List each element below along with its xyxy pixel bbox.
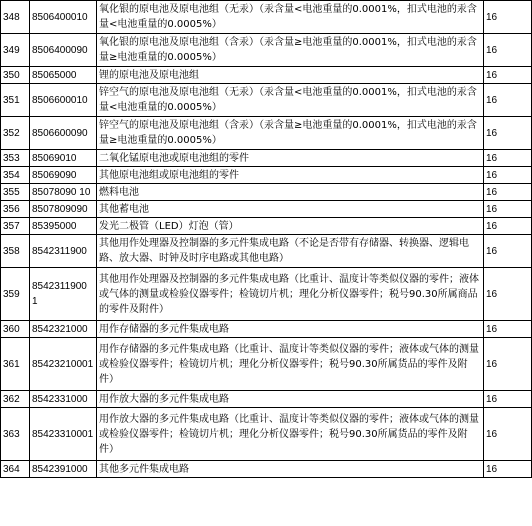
rate-cell: 16 <box>484 167 532 184</box>
row-number-cell: 358 <box>1 235 30 268</box>
table-row <box>1 321 532 338</box>
hs-code-cell: 8507809090 <box>30 201 97 218</box>
hs-code-cell: 85423210001 <box>30 338 97 391</box>
table-row <box>1 184 532 201</box>
rate-cell: 16 <box>484 150 532 167</box>
description-cell: 用作存储器的多元件集成电路 <box>97 321 484 338</box>
row-number-cell: 362 <box>1 391 30 408</box>
table-row <box>1 150 532 167</box>
table-row <box>1 34 532 67</box>
description-cell: 其他多元件集成电路 <box>97 461 484 478</box>
row-number-cell: 363 <box>1 408 30 461</box>
description-cell: 燃料电池 <box>97 184 484 201</box>
row-number-cell: 360 <box>1 321 30 338</box>
rate-cell: 16 <box>484 84 532 117</box>
description-cell: 发光二极管（LED）灯泡（管） <box>97 218 484 235</box>
table-row <box>1 67 532 84</box>
hs-code-cell: 8542391000 <box>30 461 97 478</box>
hs-code-cell: 8506400010 <box>30 1 97 34</box>
hs-code-cell: 85069010 <box>30 150 97 167</box>
description-cell: 其他原电池组或原电池组的零件 <box>97 167 484 184</box>
description-cell: 氧化银的原电池及原电池组（无汞）（汞含量<电池重量的0.0001%，扣式电池的汞含量<电池重量的0.0005%） <box>97 1 484 34</box>
hs-code-cell: 8542311900 <box>30 235 97 268</box>
rate-cell: 16 <box>484 1 532 34</box>
description-cell: 用作存储器的多元件集成电路（比重计、温度计等类似仪器的零件；液体或气体的测量或检验仪器零件；检镜切片机；理化分析仪器零件；税号90.30所属货品的零件及附件） <box>97 338 484 391</box>
table-row <box>1 117 532 150</box>
rate-cell: 16 <box>484 408 532 461</box>
hs-code-cell: 8542311900 1 <box>30 268 97 321</box>
description-cell: 用作放大器的多元件集成电路 <box>97 391 484 408</box>
rate-cell: 16 <box>484 184 532 201</box>
rate-cell: 16 <box>484 117 532 150</box>
description-cell: 其他用作处理器及控制器的多元件集成电路（不论是否带有存储器、转换器、逻辑电路、放大器、时钟及时序电路或其他电路） <box>97 235 484 268</box>
description-cell: 其他蓄电池 <box>97 201 484 218</box>
row-number-cell: 361 <box>1 338 30 391</box>
description-cell: 二氧化锰原电池或原电池组的零件 <box>97 150 484 167</box>
description-cell: 锂的原电池及原电池组 <box>97 67 484 84</box>
hs-code-cell: 85065000 <box>30 67 97 84</box>
row-number-cell: 351 <box>1 84 30 117</box>
hs-code-cell: 85395000 <box>30 218 97 235</box>
hs-code-cell: 85078090 10 <box>30 184 97 201</box>
rate-cell: 16 <box>484 338 532 391</box>
row-number-cell: 364 <box>1 461 30 478</box>
description-cell: 其他用作处理器及控制器的多元件集成电路（比重计、温度计等类似仪器的零件；液体或气体的测量或检验仪器零件；检镜切片机；理化分析仪器零件；税号90.30所属商品的零件及附件） <box>97 268 484 321</box>
hs-code-cell: 8506600010 <box>30 84 97 117</box>
hs-code-cell: 8506400090 <box>30 34 97 67</box>
rate-cell: 16 <box>484 34 532 67</box>
table-row <box>1 1 532 34</box>
rate-cell: 16 <box>484 218 532 235</box>
row-number-cell: 350 <box>1 67 30 84</box>
description-cell: 锌空气的原电池及原电池组（含汞）（汞含量≥电池重量的0.0001%，扣式电池的汞含量≥电池重量的0.0005%） <box>97 117 484 150</box>
table-row <box>1 338 532 391</box>
hs-code-cell: 85423310001 <box>30 408 97 461</box>
rate-cell: 16 <box>484 235 532 268</box>
rate-cell: 16 <box>484 321 532 338</box>
row-number-cell: 349 <box>1 34 30 67</box>
rate-cell: 16 <box>484 461 532 478</box>
row-number-cell: 348 <box>1 1 30 34</box>
hs-code-cell: 85069090 <box>30 167 97 184</box>
table-row <box>1 268 532 321</box>
table-row <box>1 167 532 184</box>
row-number-cell: 353 <box>1 150 30 167</box>
row-number-cell: 352 <box>1 117 30 150</box>
description-cell: 用作放大器的多元件集成电路（比重计、温度计等类似仪器的零件；液体或气体的测量或检验仪器零件；检镜切片机；理化分析仪器零件；税号90.30所属货品的零件及附件） <box>97 408 484 461</box>
table-row <box>1 218 532 235</box>
description-cell: 氧化银的原电池及原电池组（含汞）（汞含量≥电池重量的0.0001%，扣式电池的汞含量≥电池重量的0.0005%） <box>97 34 484 67</box>
hs-code-cell: 8506600090 <box>30 117 97 150</box>
table-row <box>1 408 532 461</box>
hs-code-cell: 8542331000 <box>30 391 97 408</box>
table-row <box>1 235 532 268</box>
table-row <box>1 391 532 408</box>
row-number-cell: 354 <box>1 167 30 184</box>
row-number-cell: 356 <box>1 201 30 218</box>
row-number-cell: 359 <box>1 268 30 321</box>
hs-code-cell: 8542321000 <box>30 321 97 338</box>
rate-cell: 16 <box>484 67 532 84</box>
row-number-cell: 355 <box>1 184 30 201</box>
table-row <box>1 201 532 218</box>
description-cell: 锌空气的原电池及原电池组（无汞）（汞含量<电池重量的0.0001%，扣式电池的汞含量<电池重量的0.0005%） <box>97 84 484 117</box>
rate-cell: 16 <box>484 391 532 408</box>
tariff-table-body <box>1 1 532 478</box>
row-number-cell: 357 <box>1 218 30 235</box>
table-row <box>1 84 532 117</box>
table-row <box>1 461 532 478</box>
rate-cell: 16 <box>484 201 532 218</box>
rate-cell: 16 <box>484 268 532 321</box>
